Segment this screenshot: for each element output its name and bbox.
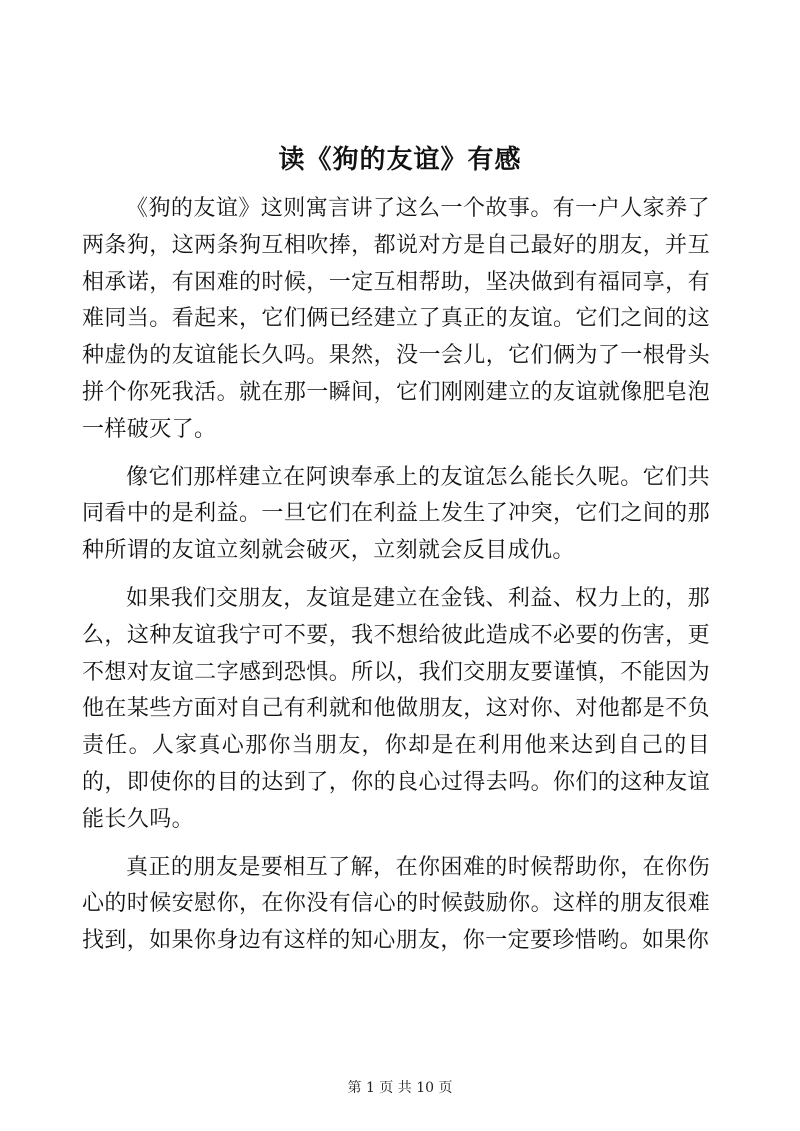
paragraph: 真正的朋友是要相互了解，在你困难的时候帮助你，在你伤心的时候安慰你，在你没有信心的时候鼓励你。这样的朋友很难找到，如果你身边有这样的知心朋友，你一定要珍惜哟。如果你: [82, 854, 710, 954]
page-number-footer: 第 1 页 共 10 页: [347, 1080, 453, 1096]
paragraph: 《狗的友谊》这则寓言讲了这么一个故事。有一户人家养了两条狗，这两条狗互相吹捧，都说对方是自己最好的朋友，并互相承诺，有困难的时候，一定互相帮助，坚决做到有福同享，有难同当。看起来，它们俩已经建立了真正的友谊。它们之间的这种虚伪的友谊能长久吗。果然，没一会儿，它们俩为了一根骨头拼个你死我活。就在那一瞬间，它们刚刚建立的友谊就像肥皂泡一样破灭了。: [82, 196, 710, 442]
document-title: 读《狗的友谊》有感: [278, 145, 522, 175]
paragraph: 像它们那样建立在阿谀奉承上的友谊怎么能长久呢。它们共同看中的是利益。一旦它们在利益上发生了冲突，它们之间的那种所谓的友谊立刻就会破灭，立刻就会反目成仇。: [82, 464, 710, 564]
paragraph: 如果我们交朋友，友谊是建立在金钱、利益、权力上的，那么，这种友谊我宁可不要，我不想给彼此造成不必要的伤害，更不想对友谊二字感到恐惧。所以，我们交朋友要谨慎，不能因为他在某些方面对自己有利就和他做朋友，这对你、对他都是不负责任。人家真心那你当朋友，你却是在利用他来达到自己的目的，即使你的目的达到了，你的良心过得去吗。你们的这种友谊能长久吗。: [82, 585, 710, 832]
document-body: [82, 191, 710, 971]
